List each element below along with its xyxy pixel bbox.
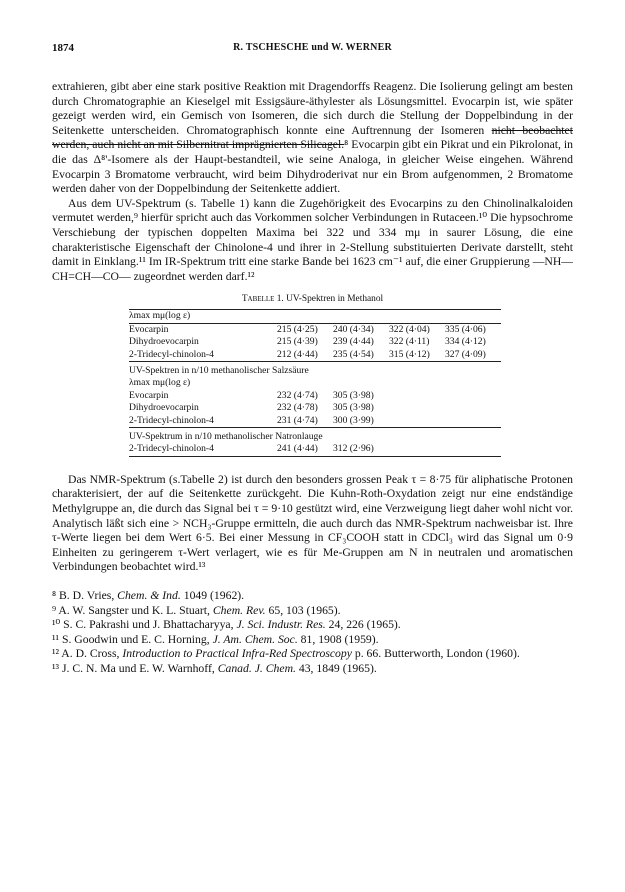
- table-cell-name: Evocarpin: [129, 389, 169, 401]
- table-cell-name: 2-Tridecyl-chinolon-4: [129, 348, 214, 360]
- table-cell: 239 (4·44): [333, 336, 374, 348]
- table-row: [129, 336, 501, 348]
- table-cell: 322 (4·11): [389, 336, 430, 348]
- table-cell: 334 (4·12): [445, 336, 486, 348]
- table-cell-name: Evocarpin: [129, 323, 169, 335]
- running-title: R. TSCHESCHE und W. WERNER: [233, 42, 392, 53]
- table-header-row: [129, 310, 501, 323]
- paragraph-2: Aus dem UV-Spektrum (s. Tabelle 1) kann die Zugehörigkeit des Evocarpins zu den Chinolinalkaloiden vermutet werden,⁹ hierfür spricht auch das Vorkommen solcher Verbindungen in Rutaceen.¹⁰ Die hypsochrome Verschiebung der typischen doppelten Maxima bei 322 und 334 mμ in saurer Lösung, die eine charakteristische Eigenschaft der Chinolone-4 und ihrer in 2-Stellung substituierten Derivate darstellt, steht damit in Einklang.¹¹ Im IR-Spektrum tritt eine starke Bande bei 1623 cm⁻¹ auf, die einer Gruppierung —NH—CH=CH—CO— zugeordnet werden darf.¹²: [52, 196, 573, 283]
- table-row: [129, 324, 501, 336]
- table-cell-name: 2-Tridecyl-chinolon-4: [129, 414, 214, 426]
- table-cell: 312 (2·96): [333, 443, 374, 455]
- footnote: ¹⁰ S. C. Pakrashi und J. Bhattacharyya, J. Sci. Industr. Res. 24, 226 (1965).: [52, 618, 401, 632]
- footnote: ⁹ A. W. Sangster und K. L. Stuart, Chem. Rev. 65, 103 (1965).: [52, 603, 341, 617]
- table-cell: 215 (4·39): [277, 336, 318, 348]
- table-row: [129, 443, 501, 456]
- footnote: ¹² A. D. Cross, Introduction to Practical Infra-Red Spectroscopy p. 66. Butterworth, London (1960).: [52, 647, 520, 661]
- footnote: ¹³ J. C. N. Ma und E. W. Warnhoff, Canad. J. Chem. 43, 1849 (1965).: [52, 661, 377, 675]
- table-cell: 315 (4·12): [389, 348, 430, 360]
- table-cell: 241 (4·44): [277, 443, 318, 455]
- page-number: 1874: [52, 42, 74, 54]
- table-row: [129, 402, 501, 414]
- paragraph-1-struck-text: nicht beobachtet werden, auch nicht an mit Silbernitrat imprägnierten Silicagel.: [52, 123, 573, 152]
- table-row: [129, 349, 501, 362]
- table-subheading: UV-Spektrum in n/10 methanolischer Natronlauge: [129, 430, 323, 442]
- table-cell: 232 (4·74): [277, 389, 318, 401]
- paragraph-3: Das NMR-Spektrum (s.Tabelle 2) ist durch den besonders grossen Peak τ = 8·75 für aliphatische Protonen charakterisiert, der auf die Seitenkette zurückgeht. Die Kuhn-Roth-Oxydation zeigt nur eine endständige Methylgruppe an, die durch das Signal bei τ = 9·10 gestützt wird, eine Verzweigung liegt daher wohl nicht vor. Analytisch läßt sich eine > NCH₃-Gruppe ermitteln, die auch durch das NMR-Spektrum nachweisbar ist. Ihre τ-Werte liegen bei dem Wert 6·5. Bei einer Messung in CF₃COOH statt in CDCl₃ wird das Signal um 0·9 Einheiten zu geringerem τ-Wert verlagert, wie es für Me-Gruppen am N in neutralen und aromatischen Verbindungen beobachtet wird.¹³: [52, 472, 573, 574]
- table-subheading-row: [129, 362, 501, 377]
- table-caption-label: Tabelle 1.: [241, 294, 284, 305]
- table-subheader: λmax mμ(log ε): [129, 377, 191, 389]
- table-caption: [52, 294, 573, 304]
- table-row: [129, 415, 501, 428]
- page-body: [52, 80, 573, 677]
- table-caption-text: UV-Spektren in Methanol: [286, 294, 384, 305]
- uv-spectra-table: [129, 309, 501, 456]
- table-cell-name: Dihydroevocarpin: [129, 336, 199, 348]
- page-header: [52, 42, 573, 58]
- table-cell-name: Dihydroevocarpin: [129, 402, 199, 414]
- table-cell: 322 (4·04): [389, 323, 430, 335]
- table-subheader-row: [129, 377, 501, 389]
- table-row: [129, 390, 501, 402]
- footnote: ¹¹ S. Goodwin und E. C. Horning, J. Am. Chem. Soc. 81, 1908 (1959).: [52, 632, 379, 646]
- table-header: λmax mμ(log ε): [129, 310, 191, 322]
- paragraph-1-text-a: extrahieren, gibt aber eine stark positive Reaktion mit Dragendorffs Reagenz. Die Isolierung gelingt am besten durch Chromatographie an Kieselgel mit Essigsäure-äthylester als Lösungsmittel. Evocarpin ist, wie später gezeigt werden wird, ein Gemisch von Isomeren, die sich durch die Stellung der Doppelbindung in der Seitenkette unterscheiden. Chromatographisch konnte eine Auftrennung der Isomeren: [52, 80, 573, 137]
- table-cell: 215 (4·25): [277, 323, 318, 335]
- paragraph-1-text-b: ⁸ Evocarpin gibt ein Pikrat und ein Pikrolonat, in die das Δ⁸'-Isomere als der Haupt-bestandteil, wie seine Analoga, in gleicher Weise eingehen. Während Evocarpin 3 Bromatome verbraucht, wird beim Dihydroderivat nur ein Brom aufgenommen, 2 Bromatome werden daher von der Doppelbindung der Seitenkette addiert.: [52, 138, 573, 196]
- footnotes: [52, 589, 573, 677]
- table-cell: 305 (3·98): [333, 389, 374, 401]
- table-cell: 212 (4·44): [277, 348, 318, 360]
- table-cell: 300 (3·99): [333, 414, 374, 426]
- table-cell: 235 (4·54): [333, 348, 374, 360]
- table-subheading-row: [129, 428, 501, 443]
- paragraph-1: [52, 80, 573, 197]
- table-cell: 232 (4·78): [277, 402, 318, 414]
- table-cell-name: 2-Tridecyl-chinolon-4: [129, 443, 214, 455]
- table-cell: 305 (3·98): [333, 402, 374, 414]
- table-cell: 335 (4·06): [445, 323, 486, 335]
- table-cell: 240 (4·34): [333, 323, 374, 335]
- footnote: ⁸ B. D. Vries, Chem. & Ind. 1049 (1962).: [52, 588, 245, 602]
- table-subheading: UV-Spektren in n/10 methanolischer Salzsäure: [129, 364, 309, 376]
- table-cell: 231 (4·74): [277, 414, 318, 426]
- table-cell: 327 (4·09): [445, 348, 486, 360]
